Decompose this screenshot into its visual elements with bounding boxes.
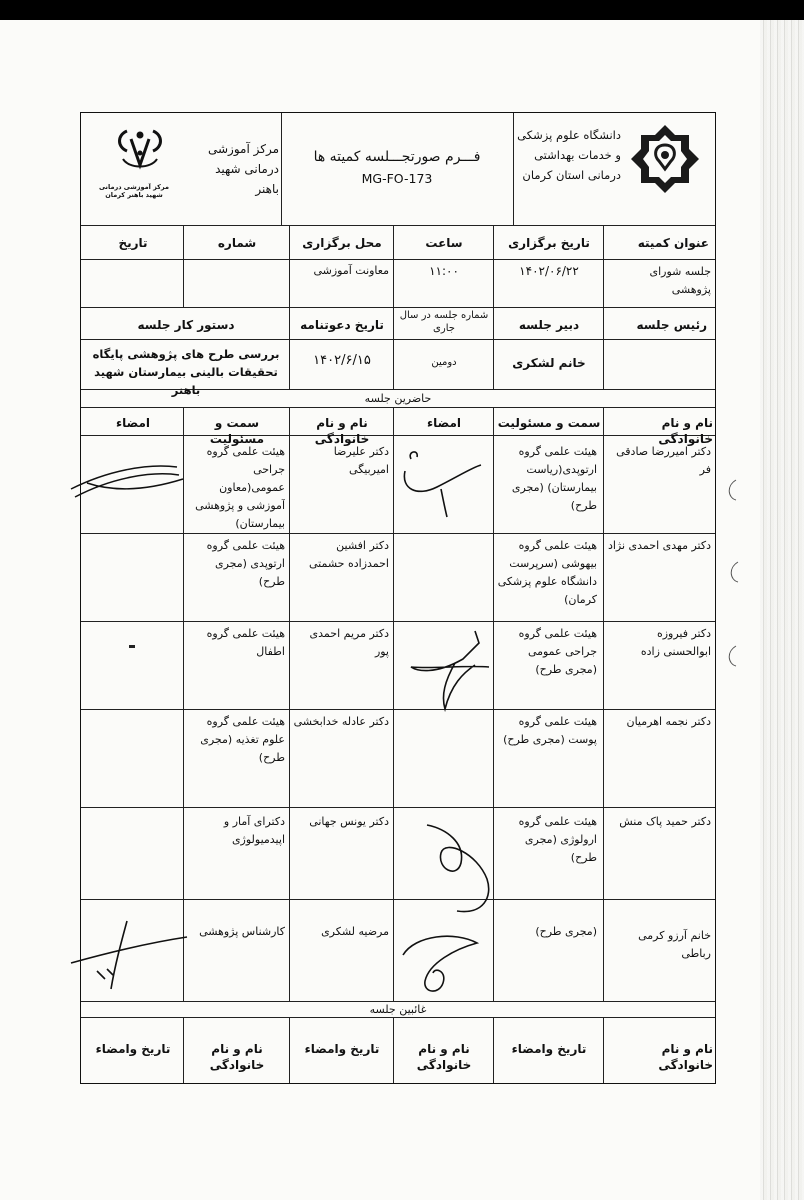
attendee-signature-header-2: امضاء — [115, 416, 150, 430]
agenda-header: دستور کار جلسه — [137, 318, 235, 332]
signature-4 — [417, 819, 507, 919]
attendee-name-header-2: نام و نام خانوادگی — [314, 416, 370, 446]
mark-dot — [129, 645, 135, 648]
margin-marks — [722, 480, 752, 680]
attendee-name: دکتر مریم احمدی پور — [309, 627, 389, 658]
attendee-name: دکتر عادله خدابخشی — [293, 715, 389, 728]
signature-5 — [67, 913, 191, 993]
signature-6 — [395, 923, 485, 1003]
time-header: ساعت — [425, 236, 463, 250]
absentee-date-signature-header-2: تاریخ وامضاء — [304, 1042, 380, 1056]
agenda-value: بررسی طرح های پژوهشی پایگاه تحقیقات بالینی بیمارستان شهید باهنر — [92, 347, 280, 397]
signature-1 — [397, 443, 489, 523]
invite-date-header: تاریخ دعوتنامه — [300, 318, 384, 332]
place-header: محل برگزاری — [302, 236, 382, 250]
date2-header: تاریخ — [118, 236, 148, 250]
attendee-role: هیئت علمی گروه بیهوشی (سرپرست دانشگاه علوم پزشکی کرمان) — [497, 539, 597, 606]
attendee-name: مرضیه لشکری — [321, 925, 389, 938]
attendee-role-header-2: سمت و مسئولیت — [209, 416, 265, 446]
attendee-name: دکتر علیرضا امیربیگی — [333, 445, 389, 476]
signature-3 — [405, 625, 495, 715]
number-header: شماره — [217, 236, 257, 250]
absentees-title: غائبین جلسه — [369, 1003, 427, 1016]
attendee-role-header: سمت و مسئولیت — [497, 416, 601, 430]
attendee-role: هیئت علمی گروه جراحی عمومی (مجری طرح) — [518, 627, 597, 676]
attendee-role: (مجری طرح) — [535, 925, 597, 938]
attendee-role: هیئت علمی گروه ارولوژی (مجری طرح) — [518, 815, 597, 864]
absentee-name-header-2: نام و نام خانوادگی — [416, 1042, 472, 1072]
hospital-logo-icon — [105, 125, 175, 183]
time-value: ۱۱:۰۰ — [429, 264, 459, 278]
committee-value: جلسه شورای پژوهشی — [649, 265, 711, 296]
attendee-name: دکتر افشین احمدزاده حشمتی — [309, 539, 389, 570]
signature-2 — [67, 449, 185, 509]
center-name: مرکز آموزشی درمانی شهید باهنر — [207, 142, 279, 196]
attendee-name: دکتر نجمه اهرمیان — [626, 715, 711, 728]
date-value: ۱۴۰۲/۰۶/۲۲ — [519, 264, 579, 278]
attendee-role: کارشناس پژوهشی — [199, 925, 285, 938]
top-black-bar — [0, 0, 804, 20]
attendee-signature-header: امضاء — [426, 416, 461, 430]
attendee-name: دکتر یونس جهانی — [309, 815, 389, 828]
chair-header: رئیس جلسه — [636, 318, 707, 332]
minutes-form — [80, 112, 716, 1084]
absentee-name-header: نام و نام خانوادگی — [658, 1042, 713, 1072]
form-code: MG-FO-173 — [361, 171, 433, 186]
university-name: دانشگاه علوم پزشکی و خدمات بهداشتی درمانی استان کرمان — [517, 128, 621, 182]
attendees-title: حاضرین جلسه — [364, 392, 432, 405]
attendee-name: خانم آرزو کرمی رباطی — [638, 929, 711, 960]
attendee-name: دکتر مهدی احمدی نژاد — [607, 539, 711, 552]
absentee-name-header-3: نام و نام خانوادگی — [209, 1042, 265, 1072]
attendee-name: دکتر فیروزه ابوالحسنی زاده — [640, 627, 711, 658]
attendee-role: هیئت علمی گروه اطفال — [206, 627, 285, 658]
secretary-value: خانم لشکری — [512, 356, 586, 370]
session-number-header: شماره جلسه در سال جاری — [399, 310, 489, 334]
attendee-name: دکتر امیررضا صادقی فر — [616, 445, 711, 476]
attendee-name-header: نام و نام خانوادگی — [658, 416, 713, 446]
attendee-role: هیئت علمی گروه علوم تغذیه (مجری طرح) — [200, 715, 285, 764]
place-value: معاونت آموزشی — [313, 264, 389, 277]
form-title: فـــرم صورتجـــلسه کمیته ها — [313, 149, 481, 165]
committee-header: عنوان کمیته — [637, 236, 709, 250]
attendee-role: دکترای آمار و اپیدمیولوژی — [223, 815, 285, 846]
absentee-date-signature-header-3: تاریخ وامضاء — [95, 1042, 171, 1056]
logo-caption: مرکز آموزشی درمانی شهید باهنر کرمان — [98, 183, 169, 199]
attendee-role: هیئت علمی گروه پوست (مجری طرح) — [503, 715, 597, 746]
absentee-date-signature-header: تاریخ وامضاء — [511, 1042, 587, 1056]
attendee-role: هیئت علمی گروه ارتوپدی(ریاست بیمارستان) (مجری طرح) — [511, 445, 597, 512]
date-header: تاریخ برگزاری — [508, 236, 590, 250]
university-emblem-icon — [629, 123, 701, 195]
session-number-value: دومین — [431, 357, 457, 368]
attendee-name: دکتر حمید پاک منش — [619, 815, 711, 828]
secretary-header: دبیر جلسه — [518, 318, 580, 332]
attendee-role: هیئت علمی گروه جراحی عمومی(معاون آموزشی و پژوهشی بیمارستان) — [195, 445, 285, 530]
attendee-role: هیئت علمی گروه ارتوپدی (مجری طرح) — [206, 539, 285, 588]
paper-edge-stack — [760, 20, 804, 1200]
invite-date-value: ۱۴۰۲/۶/۱۵ — [313, 353, 371, 368]
